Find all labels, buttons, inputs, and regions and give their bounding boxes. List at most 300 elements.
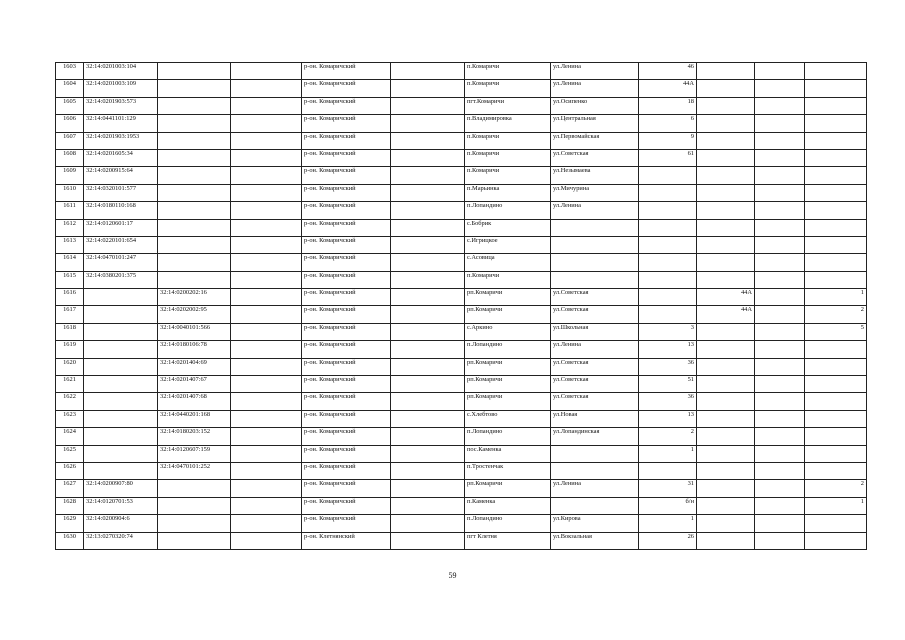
cadastral-number-cell: 32:14:0470101:247 [84,254,158,271]
locality-cell: рп.Комаричи [465,480,551,497]
count-cell [805,462,867,479]
table-row [56,149,867,166]
cadastral-number-alt-cell: 32:14:0440201:168 [158,410,231,427]
empty-cell [231,167,302,184]
empty-cell [391,115,465,132]
district-cell: р-он. Клетнянский [302,532,391,549]
cadastral-number-cell [84,393,158,410]
row-number-cell: 1616 [56,289,84,306]
row-number-cell: 1613 [56,236,84,253]
district-cell: р-он. Комаричский [302,149,391,166]
empty-cell [755,445,805,462]
locality-cell: п.Комаричи [465,149,551,166]
table-row [56,289,867,306]
table-row [56,202,867,219]
house-number-alt-cell [697,184,755,201]
house-number-alt-cell [697,376,755,393]
count-cell [805,167,867,184]
empty-cell [231,532,302,549]
locality-cell: пос.Каменка [465,445,551,462]
count-cell [805,149,867,166]
street-cell: ул.Советская [551,393,639,410]
locality-cell: п.Комаричи [465,167,551,184]
empty-cell [755,97,805,114]
cadastral-number-alt-cell: 32:14:0200202:16 [158,289,231,306]
district-cell: р-он. Комаричский [302,271,391,288]
street-cell: ул.Центральная [551,115,639,132]
house-number-alt-cell [697,254,755,271]
count-cell [805,97,867,114]
district-cell: р-он. Комаричский [302,236,391,253]
cadastral-number-cell: 32:14:0200915:64 [84,167,158,184]
row-number-cell: 1609 [56,167,84,184]
street-cell: ул.Советская [551,289,639,306]
locality-cell: п.Владимировка [465,115,551,132]
cadastral-number-alt-cell: 32:14:0202002:95 [158,306,231,323]
house-number-cell [639,236,697,253]
house-number-alt-cell [697,497,755,514]
empty-cell [755,184,805,201]
empty-cell [755,115,805,132]
cadastral-number-alt-cell [158,184,231,201]
house-number-cell: 36 [639,393,697,410]
cadastral-number-cell [84,323,158,340]
cadastral-number-cell: 32:14:0220101:654 [84,236,158,253]
count-cell [805,219,867,236]
table-row [56,410,867,427]
empty-cell [391,184,465,201]
house-number-cell: 61 [639,149,697,166]
locality-cell: п.Комаричи [465,271,551,288]
empty-cell [231,115,302,132]
empty-cell [755,271,805,288]
row-number-cell: 1619 [56,341,84,358]
count-cell [805,184,867,201]
empty-cell [755,132,805,149]
empty-cell [755,428,805,445]
empty-cell [755,341,805,358]
empty-cell [231,289,302,306]
empty-cell [755,202,805,219]
table-row [56,306,867,323]
street-cell: ул.Советская [551,149,639,166]
cadastral-number-alt-cell: 32:14:0201407:67 [158,376,231,393]
row-number-cell: 1604 [56,80,84,97]
cadastral-number-cell [84,289,158,306]
empty-cell [755,63,805,80]
empty-cell [755,358,805,375]
street-cell: ул.Новая [551,410,639,427]
house-number-cell: 31 [639,480,697,497]
cadastral-number-alt-cell [158,497,231,514]
empty-cell [755,236,805,253]
house-number-cell: 18 [639,97,697,114]
cadastral-number-cell: 32:14:0201003:104 [84,63,158,80]
empty-cell [391,97,465,114]
empty-cell [391,132,465,149]
empty-cell [755,80,805,97]
cadastral-number-alt-cell: 32:14:0180203:152 [158,428,231,445]
cadastral-number-cell: 32:14:0380201:375 [84,271,158,288]
house-number-alt-cell [697,167,755,184]
district-cell: р-он. Комаричский [302,393,391,410]
table-row [56,428,867,445]
locality-cell: пгт Клетня [465,532,551,549]
table-row [56,497,867,514]
district-cell: р-он. Комаричский [302,497,391,514]
locality-cell: п.Каменка [465,497,551,514]
street-cell: ул.Ленина [551,80,639,97]
street-cell: ул.Советская [551,376,639,393]
cadastral-number-cell [84,428,158,445]
count-cell: 2 [805,306,867,323]
cadastral-number-cell: 32:13:0270320:74 [84,532,158,549]
empty-cell [231,149,302,166]
house-number-alt-cell [697,63,755,80]
house-number-cell [639,254,697,271]
district-cell: р-он. Комаричский [302,515,391,532]
table-row [56,80,867,97]
table-row [56,323,867,340]
cadastral-number-cell: 32:14:0201903:573 [84,97,158,114]
street-cell: ул.Ленина [551,480,639,497]
row-number-cell: 1618 [56,323,84,340]
house-number-alt-cell: 44А [697,289,755,306]
cadastral-number-alt-cell: 32:14:0201407:68 [158,393,231,410]
house-number-alt-cell [697,97,755,114]
house-number-cell: 44А [639,80,697,97]
house-number-cell: 2 [639,428,697,445]
empty-cell [755,149,805,166]
district-cell: р-он. Комаричский [302,410,391,427]
house-number-cell [639,184,697,201]
cadastral-number-cell: 32:14:0180110:168 [84,202,158,219]
cadastral-number-alt-cell: 32:14:0470101:252 [158,462,231,479]
table-row [56,132,867,149]
house-number-alt-cell [697,358,755,375]
empty-cell [391,445,465,462]
row-number-cell: 1623 [56,410,84,427]
table-body [56,63,867,550]
empty-cell [391,393,465,410]
locality-cell: рп.Комаричи [465,289,551,306]
locality-cell: с.Хлебтово [465,410,551,427]
empty-cell [231,184,302,201]
district-cell: р-он. Комаричский [302,132,391,149]
page-number: 59 [448,571,457,580]
empty-cell [391,358,465,375]
empty-cell [755,532,805,549]
district-cell: р-он. Комаричский [302,289,391,306]
row-number-cell: 1621 [56,376,84,393]
cadastral-number-cell: 32:14:0201003:109 [84,80,158,97]
empty-cell [391,167,465,184]
house-number-alt-cell [697,410,755,427]
house-number-alt-cell [697,341,755,358]
house-number-cell [639,219,697,236]
row-number-cell: 1620 [56,358,84,375]
empty-cell [755,219,805,236]
house-number-cell: 1 [639,515,697,532]
district-cell: р-он. Комаричский [302,115,391,132]
cadastral-number-cell: 32:14:0120701:53 [84,497,158,514]
empty-cell [391,63,465,80]
cadastral-number-alt-cell: 32:14:0180106:78 [158,341,231,358]
empty-cell [231,445,302,462]
table-row [56,532,867,549]
empty-cell [755,323,805,340]
locality-cell: п.Комаричи [465,63,551,80]
empty-cell [391,515,465,532]
cadastral-number-cell: 32:14:0201903:1953 [84,132,158,149]
empty-cell [391,219,465,236]
district-cell: р-он. Комаричский [302,306,391,323]
row-number-cell: 1615 [56,271,84,288]
locality-cell: п.Лопандино [465,202,551,219]
row-number-cell: 1611 [56,202,84,219]
table-row [56,97,867,114]
house-number-cell: 9 [639,132,697,149]
cadastral-number-alt-cell [158,271,231,288]
empty-cell [391,497,465,514]
count-cell [805,445,867,462]
table-row [56,184,867,201]
house-number-alt-cell [697,462,755,479]
row-number-cell: 1608 [56,149,84,166]
district-cell: р-он. Комаричский [302,462,391,479]
empty-cell [391,480,465,497]
row-number-cell: 1624 [56,428,84,445]
cadastral-number-cell [84,462,158,479]
empty-cell [391,376,465,393]
house-number-alt-cell [697,219,755,236]
empty-cell [231,63,302,80]
count-cell [805,80,867,97]
locality-cell: п.Комаричи [465,132,551,149]
count-cell: 1 [805,497,867,514]
house-number-cell [639,289,697,306]
row-number-cell: 1612 [56,219,84,236]
count-cell [805,515,867,532]
street-cell [551,254,639,271]
locality-cell: п.Комаричи [465,80,551,97]
locality-cell: рп.Комаричи [465,306,551,323]
row-number-cell: 1625 [56,445,84,462]
street-cell [551,497,639,514]
house-number-cell [639,167,697,184]
house-number-cell: 36 [639,358,697,375]
street-cell: ул.Осипенко [551,97,639,114]
cadastral-number-alt-cell: 32:14:0201404:69 [158,358,231,375]
street-cell [551,236,639,253]
cadastral-number-alt-cell [158,132,231,149]
table-row [56,393,867,410]
house-number-cell: 1 [639,445,697,462]
row-number-cell: 1614 [56,254,84,271]
empty-cell [755,306,805,323]
house-number-cell: 46 [639,63,697,80]
row-number-cell: 1630 [56,532,84,549]
locality-cell: рп.Комаричи [465,393,551,410]
empty-cell [231,376,302,393]
cadastral-number-alt-cell [158,149,231,166]
table-row [56,271,867,288]
house-number-alt-cell: 44А [697,306,755,323]
table-row [56,254,867,271]
cadastral-number-alt-cell [158,167,231,184]
locality-cell: с.Аркино [465,323,551,340]
cadastral-number-alt-cell [158,480,231,497]
empty-cell [231,97,302,114]
street-cell: ул.Вокзальная [551,532,639,549]
district-cell: р-он. Комаричский [302,445,391,462]
street-cell [551,219,639,236]
empty-cell [391,410,465,427]
cadastral-number-cell: 32:14:0120601:17 [84,219,158,236]
locality-cell: рп.Комаричи [465,376,551,393]
house-number-cell [639,306,697,323]
street-cell: ул.Лопандинская [551,428,639,445]
row-number-cell: 1629 [56,515,84,532]
count-cell [805,254,867,271]
cadastral-number-cell [84,445,158,462]
street-cell: ул.Незымаева [551,167,639,184]
empty-cell [391,236,465,253]
district-cell: р-он. Комаричский [302,254,391,271]
count-cell [805,271,867,288]
table-row [56,63,867,80]
district-cell: р-он. Комаричский [302,219,391,236]
house-number-cell: б/н [639,497,697,514]
house-number-alt-cell [697,515,755,532]
empty-cell [231,80,302,97]
empty-cell [755,515,805,532]
locality-cell: п.Тростенчак [465,462,551,479]
district-cell: р-он. Комаричский [302,167,391,184]
cadastral-number-alt-cell [158,532,231,549]
empty-cell [231,202,302,219]
count-cell: 2 [805,480,867,497]
house-number-alt-cell [697,532,755,549]
district-cell: р-он. Комаричский [302,376,391,393]
house-number-alt-cell [697,393,755,410]
cadastral-number-cell [84,358,158,375]
district-cell: р-он. Комаричский [302,63,391,80]
count-cell [805,63,867,80]
empty-cell [231,323,302,340]
cadastral-number-alt-cell [158,115,231,132]
locality-cell: рп.Комаричи [465,358,551,375]
cadastral-number-alt-cell [158,236,231,253]
empty-cell [391,149,465,166]
table-row [56,219,867,236]
cadastral-number-alt-cell: 32:14:0040101:566 [158,323,231,340]
locality-cell: с.Асовица [465,254,551,271]
count-cell [805,236,867,253]
table-row [56,115,867,132]
empty-cell [755,480,805,497]
locality-cell: п.Лопандино [465,428,551,445]
street-cell: ул.Советская [551,306,639,323]
street-cell: ул.Кирова [551,515,639,532]
empty-cell [391,202,465,219]
empty-cell [231,515,302,532]
house-number-alt-cell [697,236,755,253]
cadastral-number-cell [84,306,158,323]
cadastral-number-cell [84,410,158,427]
locality-cell: п.Лопандино [465,341,551,358]
empty-cell [391,271,465,288]
count-cell [805,376,867,393]
table-row [56,341,867,358]
empty-cell [755,376,805,393]
empty-cell [231,219,302,236]
house-number-alt-cell [697,80,755,97]
district-cell: р-он. Комаричский [302,323,391,340]
row-number-cell: 1610 [56,184,84,201]
table-row [56,462,867,479]
house-number-alt-cell [697,115,755,132]
row-number-cell: 1628 [56,497,84,514]
count-cell [805,358,867,375]
street-cell [551,462,639,479]
count-cell [805,410,867,427]
cadastral-number-cell: 32:14:0201605:34 [84,149,158,166]
cadastral-number-cell [84,341,158,358]
row-number-cell: 1605 [56,97,84,114]
cadastral-number-cell: 32:14:0320101:577 [84,184,158,201]
count-cell: 5 [805,323,867,340]
empty-cell [391,341,465,358]
cadastral-number-cell: 32:14:0441101:129 [84,115,158,132]
street-cell: ул.Школьная [551,323,639,340]
district-cell: р-он. Комаричский [302,97,391,114]
row-number-cell: 1622 [56,393,84,410]
cadastral-number-alt-cell [158,80,231,97]
district-cell: р-он. Комаричский [302,80,391,97]
empty-cell [391,254,465,271]
count-cell [805,202,867,219]
house-number-alt-cell [697,428,755,445]
street-cell: ул.Советская [551,358,639,375]
house-number-alt-cell [697,149,755,166]
house-number-cell: 26 [639,532,697,549]
empty-cell [231,393,302,410]
street-cell: ул.Ленина [551,63,639,80]
empty-cell [231,358,302,375]
cadastral-number-alt-cell [158,254,231,271]
count-cell [805,115,867,132]
empty-cell [231,428,302,445]
empty-cell [231,271,302,288]
empty-cell [231,254,302,271]
empty-cell [391,428,465,445]
house-number-cell: 13 [639,341,697,358]
row-number-cell: 1617 [56,306,84,323]
empty-cell [231,480,302,497]
empty-cell [391,532,465,549]
empty-cell [391,323,465,340]
empty-cell [755,289,805,306]
cadastral-number-alt-cell: 32:14:0120607:159 [158,445,231,462]
table-row [56,358,867,375]
house-number-cell [639,202,697,219]
count-cell [805,393,867,410]
house-number-cell [639,271,697,288]
house-number-alt-cell [697,323,755,340]
cadastral-number-cell: 32:14:0200907:80 [84,480,158,497]
row-number-cell: 1607 [56,132,84,149]
